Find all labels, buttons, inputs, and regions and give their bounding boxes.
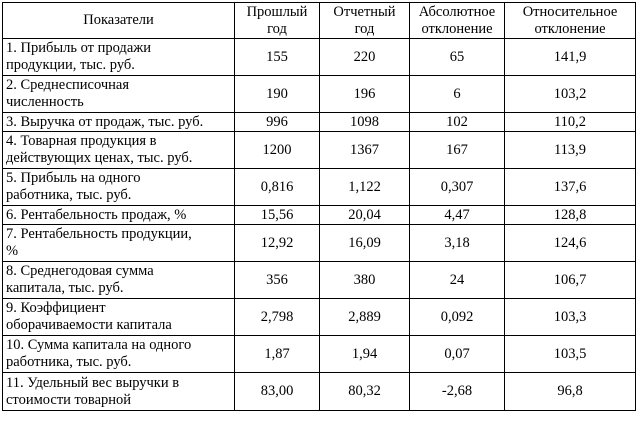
- rel-deviation-cell: 110,2: [505, 113, 636, 132]
- table-row: [3, 39, 636, 76]
- report-year-cell: 196: [320, 76, 410, 113]
- abs-deviation-cell: 3,18: [410, 225, 505, 262]
- prev-year-cell: 356: [235, 262, 320, 299]
- report-year-cell: 16,09: [320, 225, 410, 262]
- table-row: [3, 299, 636, 336]
- table-header-row: [3, 3, 636, 39]
- rel-deviation-cell: 103,2: [505, 76, 636, 113]
- abs-deviation-cell: 0,092: [410, 299, 505, 336]
- indicator-cell: 11. Удельный вес выручки в стоимости товарной: [3, 373, 235, 411]
- table-row: [3, 169, 636, 206]
- prev-year-cell: 15,56: [235, 206, 320, 225]
- table-row: [3, 262, 636, 299]
- abs-deviation-cell: 0,07: [410, 336, 505, 373]
- abs-deviation-cell: -2,68: [410, 373, 505, 411]
- header-rel-deviation: Относительное отклонение: [505, 3, 636, 39]
- rel-deviation-cell: 106,7: [505, 262, 636, 299]
- table-row: [3, 336, 636, 373]
- prev-year-cell: 155: [235, 39, 320, 76]
- prev-year-cell: 190: [235, 76, 320, 113]
- indicator-cell: 1. Прибыль от продажи продукции, тыс. руб.: [3, 39, 235, 76]
- indicator-cell: 8. Среднегодовая сумма капитала, тыс. руб.: [3, 262, 235, 299]
- header-indicator: Показатели: [3, 3, 235, 39]
- rel-deviation-cell: 137,6: [505, 169, 636, 206]
- indicator-cell: 9. Коэффициент оборачиваемости капитала: [3, 299, 235, 336]
- rel-deviation-cell: 103,3: [505, 299, 636, 336]
- abs-deviation-cell: 167: [410, 132, 505, 169]
- report-year-cell: 380: [320, 262, 410, 299]
- rel-deviation-cell: 96,8: [505, 373, 636, 411]
- header-prev-year: Прошлый год: [235, 3, 320, 39]
- report-year-cell: 1,94: [320, 336, 410, 373]
- indicators-table: [2, 2, 636, 411]
- header-abs-deviation: Абсолютное отклонение: [410, 3, 505, 39]
- indicator-cell: 4. Товарная продукция в действующих ценах, тыс. руб.: [3, 132, 235, 169]
- abs-deviation-cell: 65: [410, 39, 505, 76]
- prev-year-cell: 2,798: [235, 299, 320, 336]
- abs-deviation-cell: 102: [410, 113, 505, 132]
- prev-year-cell: 1200: [235, 132, 320, 169]
- abs-deviation-cell: 24: [410, 262, 505, 299]
- prev-year-cell: 996: [235, 113, 320, 132]
- table-row: [3, 206, 636, 225]
- indicator-cell: 6. Рентабельность продаж, %: [3, 206, 235, 225]
- indicator-cell: 10. Сумма капитала на одного работника, тыс. руб.: [3, 336, 235, 373]
- report-year-cell: 1098: [320, 113, 410, 132]
- table-row: [3, 113, 636, 132]
- report-year-cell: 220: [320, 39, 410, 76]
- report-year-cell: 2,889: [320, 299, 410, 336]
- report-year-cell: 1367: [320, 132, 410, 169]
- report-year-cell: 80,32: [320, 373, 410, 411]
- prev-year-cell: 1,87: [235, 336, 320, 373]
- prev-year-cell: 12,92: [235, 225, 320, 262]
- abs-deviation-cell: 4,47: [410, 206, 505, 225]
- indicator-cell: 2. Среднесписочная численность: [3, 76, 235, 113]
- rel-deviation-cell: 128,8: [505, 206, 636, 225]
- header-report-year: Отчетный год: [320, 3, 410, 39]
- indicator-cell: 3. Выручка от продаж, тыс. руб.: [3, 113, 235, 132]
- rel-deviation-cell: 124,6: [505, 225, 636, 262]
- abs-deviation-cell: 0,307: [410, 169, 505, 206]
- rel-deviation-cell: 113,9: [505, 132, 636, 169]
- abs-deviation-cell: 6: [410, 76, 505, 113]
- indicator-cell: 5. Прибыль на одного работника, тыс. руб.: [3, 169, 235, 206]
- prev-year-cell: 83,00: [235, 373, 320, 411]
- rel-deviation-cell: 141,9: [505, 39, 636, 76]
- table-row: [3, 373, 636, 411]
- report-year-cell: 1,122: [320, 169, 410, 206]
- indicator-cell: 7. Рентабельность продукции, %: [3, 225, 235, 262]
- rel-deviation-cell: 103,5: [505, 336, 636, 373]
- report-year-cell: 20,04: [320, 206, 410, 225]
- prev-year-cell: 0,816: [235, 169, 320, 206]
- table-row: [3, 225, 636, 262]
- table-row: [3, 132, 636, 169]
- table-row: [3, 76, 636, 113]
